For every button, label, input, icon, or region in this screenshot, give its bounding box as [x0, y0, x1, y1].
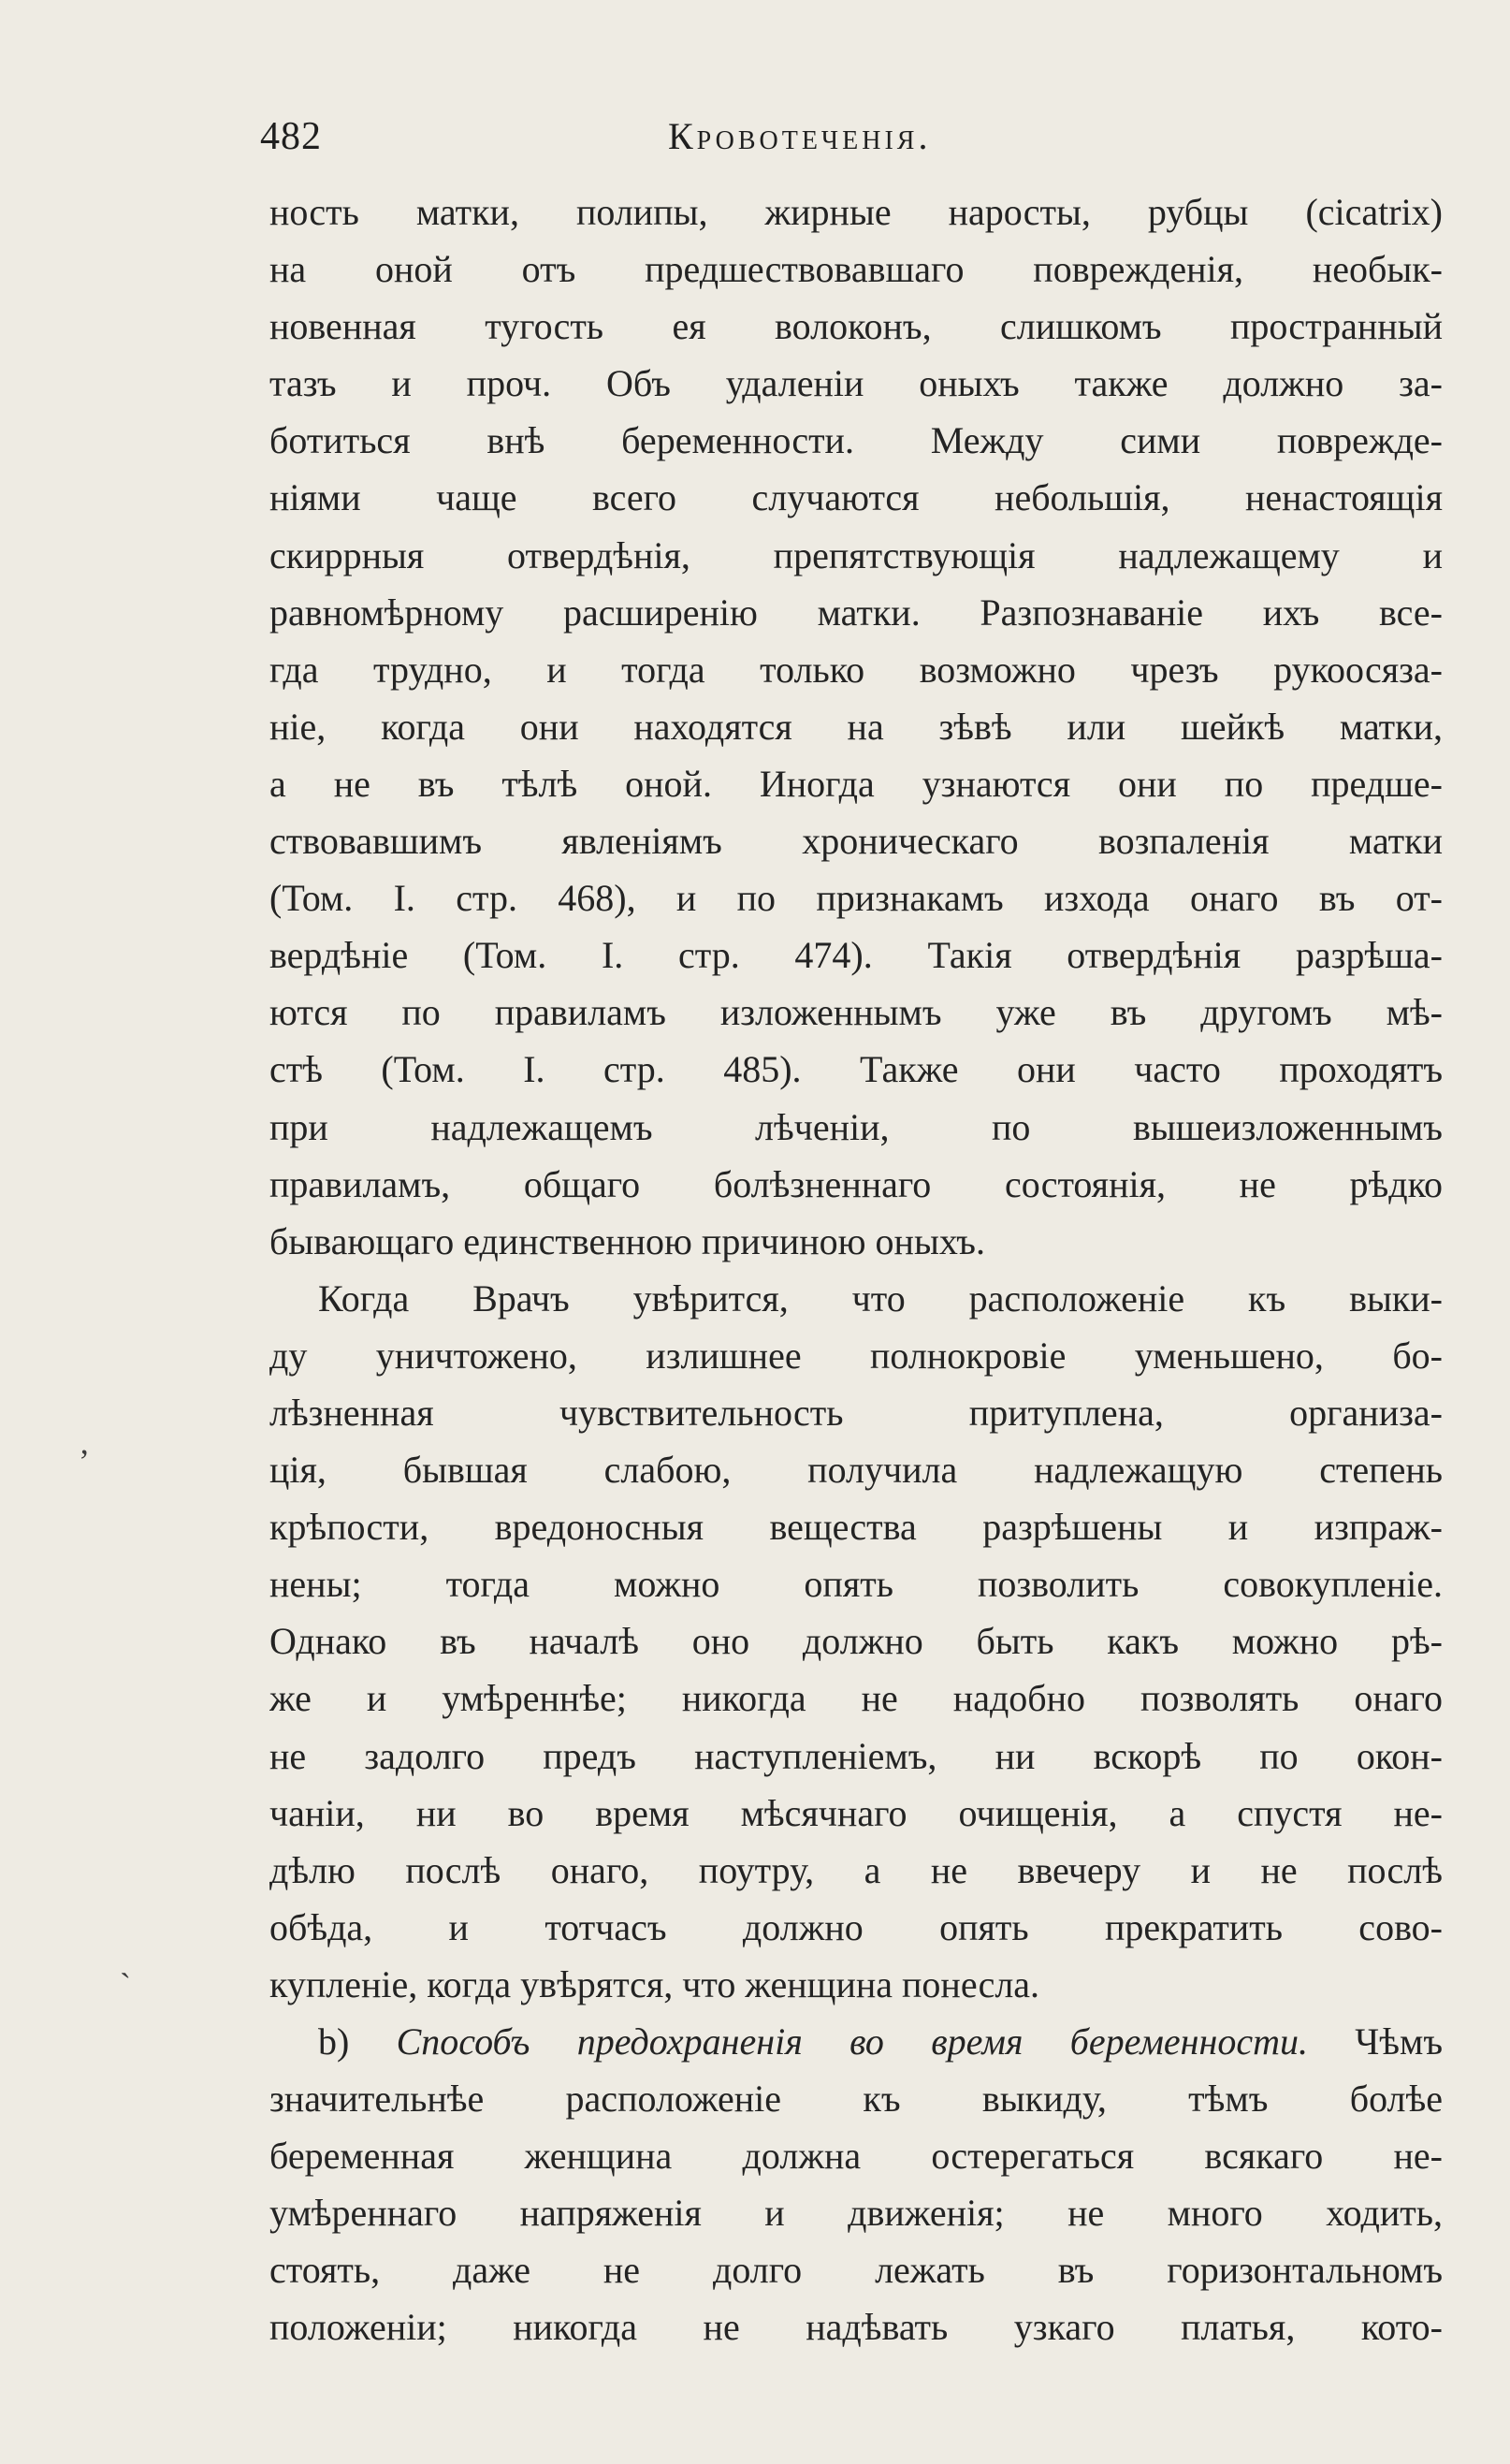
text-line: [269, 2013, 1443, 2070]
text-line: ются по правиламъ изложеннымъ уже въ другомъ мѣ-: [269, 991, 1443, 1034]
text-line: нены; тогда можно опять позволить совокупленіе.: [269, 1563, 1443, 1606]
text-line: равномѣрному расширенію матки. Разпознаваніе ихъ все-: [269, 590, 1443, 634]
text-line: ботиться внѣ беременности. Между сими поврежде-: [269, 419, 1443, 462]
text-line: умѣреннаго напряженія и движенія; не много ходить,: [269, 2192, 1443, 2235]
text-line: Однако въ началѣ оно должно быть какъ можно рѣ-: [269, 1620, 1443, 1663]
text-continuation: Чѣмъ: [1308, 2020, 1443, 2063]
text-line: на оной отъ предшествовавшаго поврежденія, необык-: [269, 248, 1443, 291]
text-line: при надлежащемъ лѣченіи, по вышеизложеннымъ: [269, 1105, 1443, 1148]
text-line: ствовавшимъ явленіямъ хроническаго возпаленія матки: [269, 820, 1443, 863]
text-line: дѣлю послѣ онаго, поутру, а не ввечеру и не послѣ: [269, 1848, 1443, 1891]
margin-mark: ˋ: [120, 1966, 131, 2004]
text-line: значительнѣе расположеніе къ выкиду, тѣмъ болѣе: [269, 2078, 1443, 2121]
text-line: обѣда, и тотчасъ должно опять прекратить сово-: [269, 1905, 1443, 1948]
text-line: крѣпости, вредоносныя вещества разрѣшены и изпраж-: [269, 1506, 1443, 1549]
body-text: [269, 183, 1443, 2356]
text-line: (Том. I. стр. 468), и по признакамъ изхода онаго въ от-: [269, 877, 1443, 920]
text-line: стѣ (Том. I. стр. 485). Также они часто проходятъ: [269, 1048, 1443, 1091]
text-line: Когда Врачъ увѣрится, что расположеніе къ выки-: [318, 1276, 1443, 1319]
text-line: положеніи; никогда не надѣвать узкаго платья, кото-: [269, 2306, 1443, 2349]
page-number: 482: [260, 115, 322, 158]
text-line: вердѣніе (Том. I. стр. 474). Такія отвердѣнія разрѣша-: [269, 934, 1443, 977]
margin-mark: ‚: [79, 1423, 90, 1461]
text-line: ніе, когда они находятся на зѣвѣ или шейкѣ матки,: [269, 705, 1443, 748]
text-line: бывающаго единственною причиною оныхъ.: [269, 1219, 985, 1262]
text-line: гда трудно, и тогда только возможно чрезъ рукоосяза-: [269, 648, 1443, 691]
text-line: ность матки, полипы, жирные наросты, рубцы (cicatrix): [269, 191, 1443, 233]
text-line: скиррныя отвердѣнія, препятствующія надлежащему и: [269, 533, 1443, 576]
text-line: стоять, даже не долго лежать въ горизонтальномъ: [269, 2249, 1443, 2292]
section-heading-italic: Способъ предохраненія во время беременности.: [396, 2020, 1308, 2063]
text-line: правиламъ, общаго болѣзненнаго состоянія, не рѣдко: [269, 1162, 1443, 1205]
text-line: ція, бывшая слабою, получила надлежащую степень: [269, 1449, 1443, 1492]
text-line: ду уничтожено, излишнее полнокровіе уменьшено, бо-: [269, 1334, 1443, 1377]
running-title: Кровотеченія.: [668, 115, 932, 157]
text-line: же и умѣреннѣе; никогда не надобно позволять онаго: [269, 1677, 1443, 1720]
text-line: ніями чаще всего случаются небольшія, ненастоящія: [269, 476, 1443, 519]
list-marker: b): [318, 2020, 397, 2063]
text-line: купленіе, когда увѣрятся, что женщина понесла.: [269, 1962, 1040, 2005]
text-line: беременная женщина должна остерегаться всякаго не-: [269, 2135, 1443, 2178]
text-line: новенная тугость ея волоконъ, слишкомъ пространный: [269, 305, 1443, 348]
text-line: лѣзненная чувствительность притуплена, организа-: [269, 1391, 1443, 1434]
page-header: [260, 114, 1383, 170]
text-line: тазъ и проч. Объ удаленіи оныхъ также должно за-: [269, 362, 1443, 405]
text-line: не задолго предъ наступленіемъ, ни вскорѣ по окон-: [269, 1734, 1443, 1777]
text-line: а не въ тѣлѣ оной. Иногда узнаются они по предше-: [269, 762, 1443, 805]
text-line: чаніи, ни во время мѣсячнаго очищенія, а спустя не-: [269, 1791, 1443, 1834]
